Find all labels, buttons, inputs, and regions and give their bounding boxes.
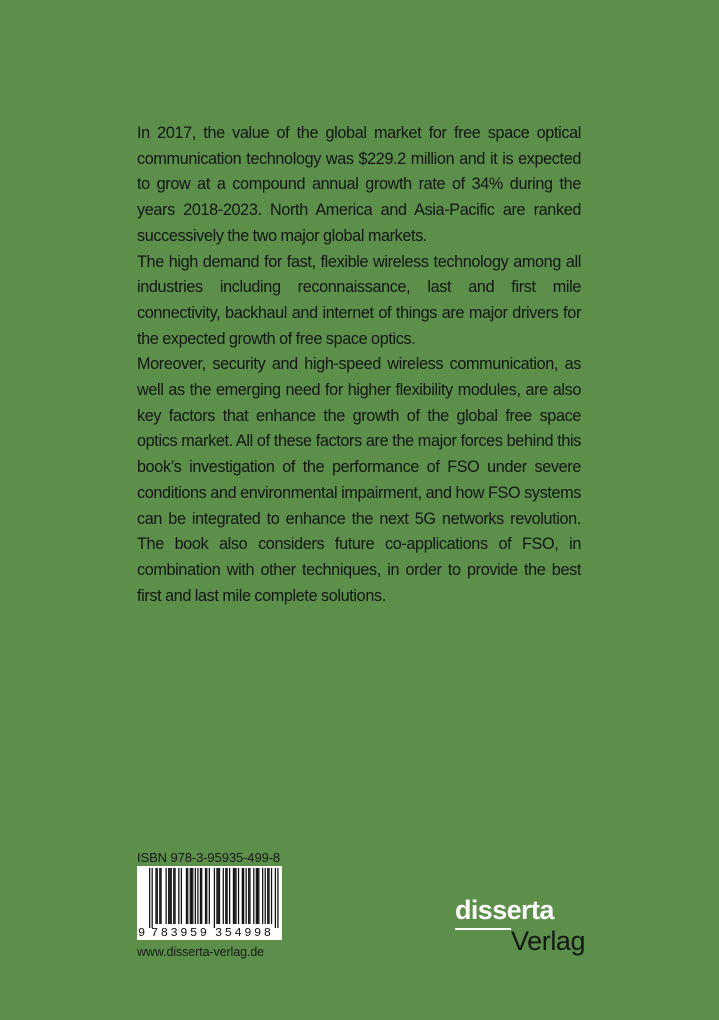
disserta-verlag-logo	[455, 895, 595, 965]
blurb-paragraph-1: In 2017, the value of the global market for free space optical communication technology was $229.2 million and it is expected to grow at a compound annual growth rate of 34% during the years 2018-2023. North America and Asia-Pacific are ranked successively the two major global markets.	[137, 124, 581, 245]
logo-rule	[455, 928, 511, 930]
blurb-paragraph-2: The high demand for fast, flexible wireless technology among all industries including reconnaissance, last and first mile connectivity, backhaul and internet of things are major drivers for the expected growth of free space optics.	[137, 252, 581, 348]
back-cover-blurb	[137, 121, 581, 609]
logo-wordmark-bottom: Verlag	[511, 926, 586, 956]
publisher-url: www.disserta-verlag.de	[137, 945, 265, 959]
barcode-right-digits: 354998	[215, 926, 271, 940]
barcode-left-digits: 783959	[151, 926, 207, 940]
blurb-paragraph-3: Moreover, security and high-speed wireless communication, as well as the emerging need for higher flexibility modules, are also key factors that enhance the growth of the global free space optics market. All of these factors are the major forces behind this book’s investigation of the performance of FSO under severe conditions and environmental impairment, and how FSO systems can be integrated to enhance the next 5G networks revolution. The book also considers future co-applications of FSO, in combination with other techniques, in order to provide the best first and last mile complete solutions.	[137, 355, 581, 605]
isbn-label: ISBN 978-3-95935-499-8	[137, 850, 281, 865]
logo-wordmark-top: disserta	[455, 895, 554, 925]
isbn-barcode	[137, 866, 282, 940]
barcode-lead-digit: 9	[138, 926, 146, 940]
